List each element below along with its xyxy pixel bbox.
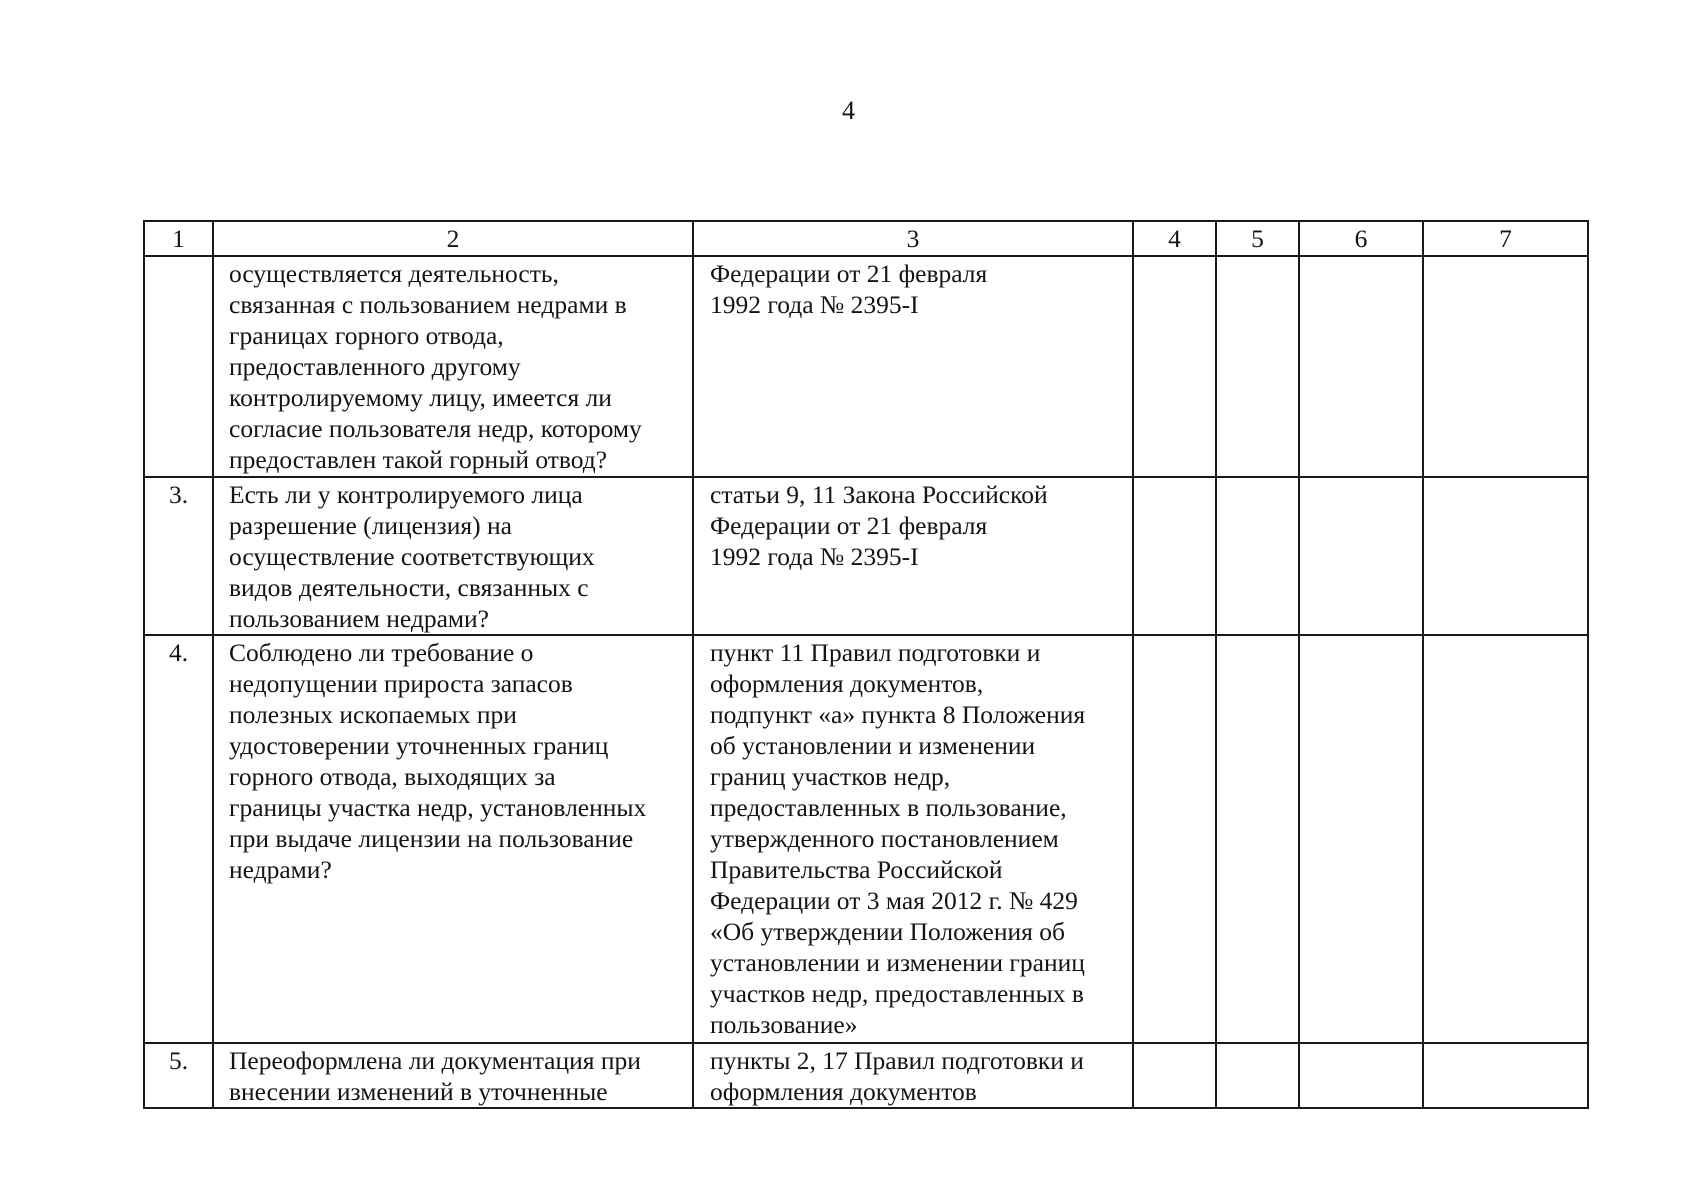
question-line: границах горного отвода, (229, 321, 504, 350)
row-number: 3. (144, 477, 213, 635)
col-6-cell (1299, 256, 1423, 477)
table-row (144, 1043, 1588, 1108)
col-5-cell (1216, 1043, 1299, 1108)
reference-line: пользование» (710, 1010, 858, 1039)
reference-line: границ участков недр, (710, 762, 951, 791)
question-line: границы участка недр, установленных (229, 793, 647, 822)
reference-cell (693, 1043, 1133, 1108)
reference-line: 1992 года № 2395-I (710, 542, 919, 571)
reference-line: подпункт «а» пункта 8 Положения (710, 700, 1086, 729)
col-5-cell (1216, 477, 1299, 635)
header-col-6: 6 (1299, 221, 1423, 256)
table-row (144, 256, 1588, 477)
question-line: разрешение (лицензия) на (229, 511, 512, 540)
question-line: недрами? (229, 855, 332, 884)
question-line: контролируемому лицу, имеется ли (229, 383, 612, 412)
question-line: предоставленного другому (229, 352, 521, 381)
page-number: 4 (842, 96, 855, 125)
question-line: осуществляется деятельность, (229, 259, 559, 288)
col-4-cell (1133, 635, 1216, 1043)
row-number (144, 256, 213, 477)
header-col-2: 2 (213, 221, 693, 256)
question-line: Переоформлена ли документация при (229, 1046, 641, 1075)
reference-line: оформления документов, (710, 669, 984, 698)
col-6-cell (1299, 1043, 1423, 1108)
col-7-cell (1423, 635, 1588, 1043)
reference-line: утвержденного постановлением (710, 824, 1059, 853)
question-line: удостоверении уточненных границ (229, 731, 609, 760)
question-line: связанная с пользованием недрами в (229, 290, 627, 319)
question-line: предоставлен такой горный отвод? (229, 445, 608, 474)
question-line: Есть ли у контролируемого лица (229, 480, 583, 509)
reference-cell (693, 477, 1133, 635)
header-col-7: 7 (1423, 221, 1588, 256)
col-5-cell (1216, 635, 1299, 1043)
question-line: осуществление соответствующих (229, 542, 595, 571)
reference-line: Правительства Российской (710, 855, 1003, 884)
col-7-cell (1423, 256, 1588, 477)
row-number: 5. (144, 1043, 213, 1108)
question-line: внесении изменений в уточненные (229, 1077, 608, 1106)
question-line: полезных ископаемых при (229, 700, 517, 729)
reference-line: пункт 11 Правил подготовки и (710, 638, 1041, 667)
reference-line: участков недр, предоставленных в (710, 979, 1084, 1008)
reference-line: установлении и изменении границ (710, 948, 1085, 977)
question-line: пользованием недрами? (229, 604, 490, 633)
col-6-cell (1299, 635, 1423, 1043)
col-7-cell (1423, 1043, 1588, 1108)
reference-line: статьи 9, 11 Закона Российской (710, 480, 1048, 509)
header-col-4: 4 (1133, 221, 1216, 256)
question-cell (213, 477, 693, 635)
reference-line: Федерации от 21 февраля (710, 511, 988, 540)
col-4-cell (1133, 1043, 1216, 1108)
reference-line: предоставленных в пользование, (710, 793, 1067, 822)
row-number: 4. (144, 635, 213, 1043)
question-line: недопущении прироста запасов (229, 669, 573, 698)
question-line: горного отвода, выходящих за (229, 762, 556, 791)
col-7-cell (1423, 477, 1588, 635)
question-cell (213, 1043, 693, 1108)
reference-line: пункты 2, 17 Правил подготовки и (710, 1046, 1084, 1075)
question-cell (213, 635, 693, 1043)
table-header-row (144, 221, 1588, 256)
col-4-cell (1133, 477, 1216, 635)
header-col-3: 3 (693, 221, 1133, 256)
header-col-5: 5 (1216, 221, 1299, 256)
col-5-cell (1216, 256, 1299, 477)
reference-line: об установлении и изменении (710, 731, 1036, 760)
checklist-table (143, 220, 1589, 1109)
col-4-cell (1133, 256, 1216, 477)
question-line: согласие пользователя недр, которому (229, 414, 642, 443)
reference-cell (693, 256, 1133, 477)
question-cell (213, 256, 693, 477)
table-row (144, 477, 1588, 635)
reference-line: «Об утверждении Положения об (710, 917, 1065, 946)
question-line: при выдаче лицензии на пользование (229, 824, 634, 853)
question-line: Соблюдено ли требование о (229, 638, 534, 667)
reference-line: Федерации от 3 мая 2012 г. № 429 (710, 886, 1078, 915)
header-col-1: 1 (144, 221, 213, 256)
col-6-cell (1299, 477, 1423, 635)
reference-cell (693, 635, 1133, 1043)
reference-line: оформления документов (710, 1077, 977, 1106)
reference-line: 1992 года № 2395-I (710, 290, 919, 319)
question-line: видов деятельности, связанных с (229, 573, 589, 602)
table-row (144, 635, 1588, 1043)
reference-line: Федерации от 21 февраля (710, 259, 988, 288)
